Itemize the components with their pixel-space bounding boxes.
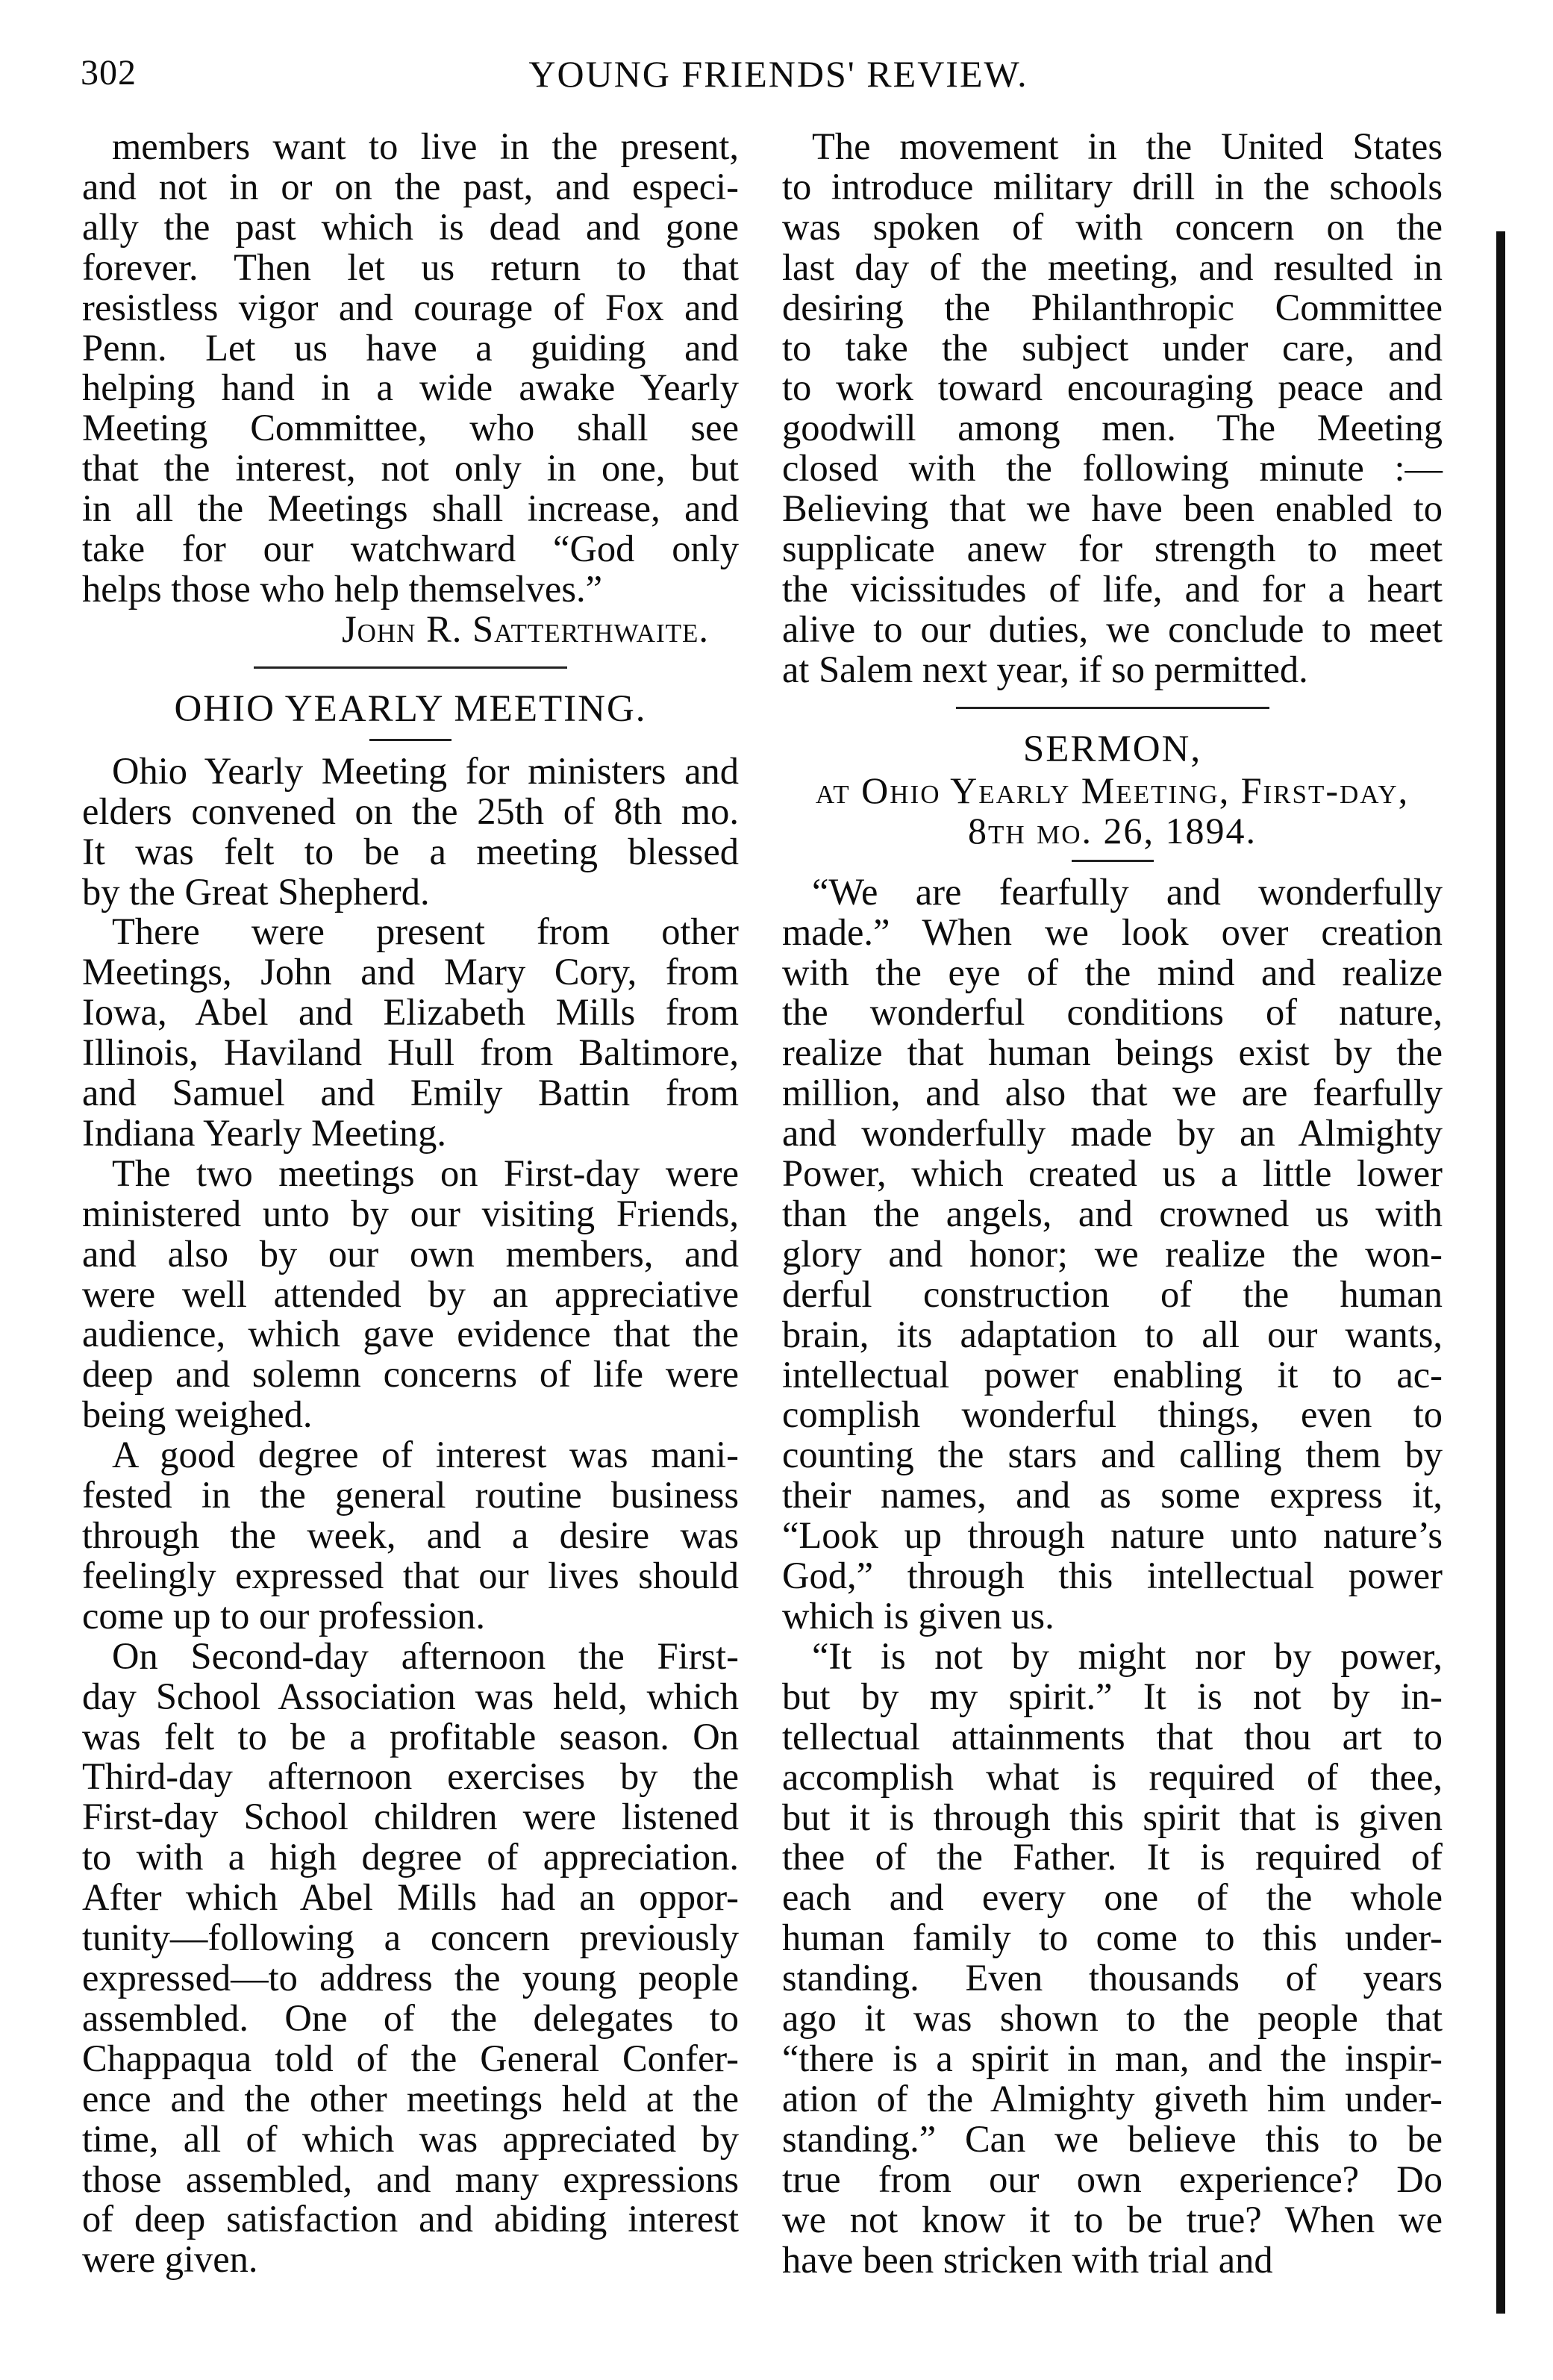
author-signature: John R. Satterthwaite. [341, 608, 709, 650]
paragraph [782, 127, 1443, 690]
text-line: time, all of which was appreciated by [82, 2117, 739, 2160]
text-line: Believing that we have been enabled to [782, 487, 1443, 530]
text-line: but by my spirit.” It is not by in- [782, 1675, 1443, 1717]
text-line: Indiana Yearly Meeting. [82, 1111, 447, 1154]
text-line: in all the Meetings shall increase, and [82, 487, 739, 530]
text-line: intellectual power enabling it to ac- [782, 1353, 1443, 1396]
text-line: The two meetings on First-day were [112, 1152, 739, 1194]
text-line: the wonderful conditions of nature, [782, 991, 1443, 1034]
text-line: derful construction of the human [782, 1272, 1443, 1315]
article-continuation-paragraph [82, 127, 739, 610]
text-line: the vicissitudes of life, and for a heart [782, 567, 1443, 610]
text-line: to work toward encouraging peace and [782, 366, 1443, 409]
text-line: with the eye of the mind and realize [782, 951, 1443, 993]
text-line: Power, which created us a little lower [782, 1152, 1443, 1195]
sermon-heading: SERMON, [1022, 728, 1202, 770]
text-line: It was felt to be a meeting blessed [82, 830, 739, 872]
text-line: realize that human beings exist by the [782, 1031, 1443, 1074]
paragraph [82, 1435, 739, 1637]
text-line: helps those who help themselves.” [82, 567, 603, 610]
sermon-date: 8th mo. 26, 1894. [967, 809, 1257, 852]
paragraph [82, 912, 739, 1153]
text-line: Meetings, John and Mary Cory, from [82, 951, 739, 993]
text-line: After which Abel Mills had an oppor- [82, 1876, 739, 1919]
text-line: were well attended by an appreciative [82, 1272, 739, 1315]
text-line: God,” through this intellectual power [782, 1555, 1443, 1597]
text-line: A good degree of interest was mani- [112, 1434, 739, 1476]
article-heading: OHIO YEARLY MEETING. [174, 687, 647, 730]
left-column [82, 127, 739, 2280]
text-line: members want to live in the present, [112, 125, 739, 167]
text-line: million, and also that we are fearfully [782, 1072, 1443, 1114]
text-line: we not know it to be true? When we [782, 2198, 1443, 2240]
page-header [81, 52, 1476, 104]
text-line: complish wonderful things, even to [782, 1393, 1443, 1436]
text-line: “We are fearfully and wonderfully [812, 870, 1443, 913]
text-line: by the Great Shepherd. [82, 870, 430, 913]
text-line: glory and honor; we realize the won- [782, 1232, 1443, 1275]
text-line: those assembled, and many expressions [82, 2158, 739, 2200]
text-line: standing.” Can we believe this to be [782, 2117, 1443, 2160]
text-line: Meeting Committee, who shall see [82, 407, 739, 449]
text-line: Penn. Let us have a guiding and [82, 326, 739, 369]
heading-rule [369, 739, 451, 741]
text-line: Third-day afternoon exercises by the [82, 1755, 739, 1798]
text-line: elders convened on the 25th of 8th mo. [82, 790, 739, 832]
text-line: There were present from other [112, 911, 739, 953]
text-line: “Look up through nature unto nature’s [782, 1514, 1443, 1557]
text-line: First-day School children were listened [82, 1796, 739, 1838]
text-line: audience, which gave evidence that the [82, 1313, 739, 1355]
paragraph [782, 1634, 1443, 2281]
text-line: last day of the meeting, and resulted in [782, 246, 1443, 288]
text-line: ally the past which is dead and gone [82, 205, 739, 248]
text-line: tellectual attainments that thou art to [782, 1715, 1443, 1758]
text-line: Iowa, Abel and Elizabeth Mills from [82, 991, 739, 1034]
text-line: of deep satisfaction and abiding interest [82, 2198, 739, 2240]
text-line: at Salem next year, if so permitted. [782, 648, 1308, 690]
text-line: come up to our profession. [82, 1594, 485, 1637]
text-line: thee of the Father. It is required of [782, 1836, 1443, 1878]
text-line: was spoken of with concern on the [782, 205, 1443, 248]
text-line: were given. [82, 2238, 258, 2281]
text-line: brain, its adaptation to all our wants, [782, 1313, 1443, 1355]
text-line: Ohio Yearly Meeting for ministers and [112, 749, 739, 792]
text-line: and also by our own members, and [82, 1232, 739, 1275]
text-line: human family to come to this under- [782, 1917, 1443, 1959]
text-line: to introduce military drill in the schools [782, 165, 1443, 207]
sermon-subheading: at Ohio Yearly Meeting, First-day, [815, 769, 1410, 811]
text-line: ation of the Almighty giveth him under- [782, 2077, 1443, 2120]
text-line: closed with the following minute :— [782, 447, 1443, 490]
text-line: feelingly expressed that our lives should [82, 1554, 739, 1596]
text-line: resistless vigor and courage of Fox and [82, 286, 739, 328]
text-line: expressed—to address the young people [82, 1956, 739, 1999]
page-edge-shadow [1496, 231, 1505, 2314]
text-line: Illinois, Haviland Hull from Baltimore, [82, 1031, 739, 1074]
text-line: ago it was shown to the people that [782, 1997, 1443, 2040]
paragraph [82, 749, 739, 913]
text-line: fested in the general routine business [82, 1474, 739, 1517]
text-line: to take the subject under care, and [782, 326, 1443, 369]
text-line: desiring the Philanthropic Committee [782, 286, 1443, 328]
text-line: supplicate anew for strength to meet [782, 528, 1443, 570]
text-line: their names, and as some express it, [782, 1474, 1443, 1517]
section-divider [956, 707, 1269, 709]
text-line: ministered unto by our visiting Friends, [82, 1192, 739, 1234]
text-line: ence and the other meetings held at the [82, 2077, 739, 2120]
text-line: On Second-day afternoon the First- [112, 1634, 739, 1677]
section-divider [254, 666, 567, 669]
paragraph [782, 872, 1443, 1637]
text-line: “there is a spirit in man, and the inspir- [782, 2037, 1443, 2079]
text-line: goodwill among men. The Meeting [782, 407, 1443, 449]
text-line: to with a high degree of appreciation. [82, 1836, 739, 1878]
text-line: that the interest, not only in one, but [82, 447, 739, 490]
text-line: counting the stars and calling them by [782, 1434, 1443, 1476]
text-line: made.” When we look over creation [782, 911, 1443, 953]
text-line: through the week, and a desire was [82, 1514, 739, 1556]
paragraph [82, 1154, 739, 1435]
text-line: Chappaqua told of the General Confer- [82, 2037, 739, 2079]
text-line: and wonderfully made by an Almighty [782, 1112, 1443, 1155]
text-line: accomplish what is required of thee, [782, 1755, 1443, 1798]
text-line: have been stricken with trial and [782, 2238, 1273, 2281]
text-line: alive to our duties, we conclude to meet [782, 608, 1443, 650]
text-line: tunity—following a concern previously [82, 1917, 739, 1959]
text-line: day School Association was held, which [82, 1675, 739, 1717]
text-line: take for our watchward “God only [82, 528, 739, 570]
text-line: was felt to be a profitable season. On [82, 1715, 739, 1758]
text-line: true from our own experience? Do [782, 2158, 1443, 2200]
text-line: which is given us. [782, 1595, 1054, 1637]
text-line: “It is not by might nor by power, [812, 1634, 1443, 1677]
text-line: but it is through this spirit that is given [782, 1796, 1443, 1838]
text-line: each and every one of the whole [782, 1876, 1443, 1919]
text-line: helping hand in a wide awake Yearly [82, 366, 739, 409]
text-line: and not in or on the past, and especi- [82, 165, 739, 207]
heading-rule [1072, 860, 1154, 862]
right-column [782, 127, 1443, 2280]
text-line: forever. Then let us return to that [82, 246, 739, 288]
text-line: and Samuel and Emily Battin from [82, 1072, 739, 1114]
paragraph [82, 1634, 739, 2281]
running-title: YOUNG FRIENDS' REVIEW. [528, 53, 1028, 95]
text-line: assembled. One of the delegates to [82, 1996, 739, 2039]
text-line: than the angels, and crowned us with [782, 1192, 1443, 1234]
text-line: standing. Even thousands of years [782, 1957, 1443, 1999]
page-number: 302 [81, 53, 137, 93]
text-line: being weighed. [82, 1393, 313, 1436]
text-line: deep and solemn concerns of life were [82, 1353, 739, 1396]
text-line: The movement in the United States [812, 125, 1443, 167]
